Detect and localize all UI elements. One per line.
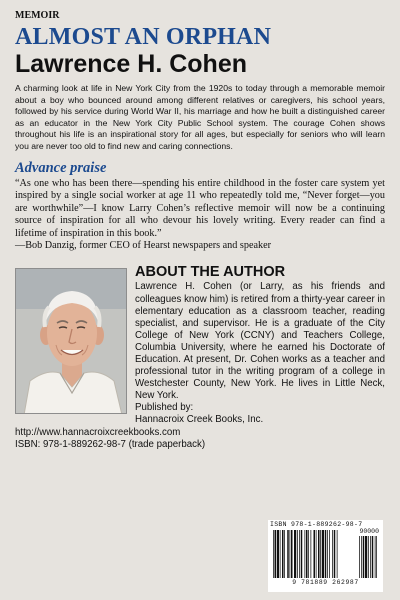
barcode-bar — [297, 530, 298, 578]
price-bar — [376, 536, 377, 578]
publisher-name: Hannacroix Creek Books, Inc. — [135, 414, 264, 426]
barcode-bar — [277, 530, 279, 578]
author-photo — [15, 268, 127, 414]
barcode-bar — [318, 530, 320, 578]
barcode-bar — [337, 530, 338, 578]
barcode-area — [268, 520, 383, 592]
price-bar — [372, 536, 374, 578]
barcode-bar — [284, 530, 285, 578]
barcode-bar — [325, 530, 327, 578]
barcode-bar — [287, 530, 289, 578]
publisher-isbn: ISBN: 978-1-889262-98-7 (trade paperback) — [15, 438, 206, 450]
price-bar — [363, 536, 365, 578]
barcode-isbn — [270, 521, 362, 528]
price-bar — [361, 536, 362, 578]
price-bar — [368, 536, 369, 578]
author-name: Lawrence H. Cohen — [15, 50, 247, 78]
barcode-bar — [320, 530, 321, 578]
barcode-bar — [291, 530, 293, 578]
price-bar — [375, 536, 376, 578]
genre-label: MEMOIR — [15, 10, 60, 21]
barcode-bar — [280, 530, 281, 578]
barcode-bar — [332, 530, 333, 578]
barcode-bar — [334, 530, 336, 578]
barcode-bar — [308, 530, 309, 578]
barcode-bar — [301, 530, 303, 578]
book-title: ALMOST AN ORPHAN — [15, 24, 272, 50]
barcode-icon — [271, 530, 381, 578]
praise-quote: “As one who has been there—spending his entire childhood in the foster care system yet inspired by a single social worker at age 11 who repeatedly told me, “Never forget—you are worthwhile”—I know Larry Cohen’s reflective memoir will now be a continuing source of inspiration for all who devour his lovely writing. Every reader can find a lifetime of inspiration in this book.” — [15, 178, 385, 239]
praise-attribution: —Bob Danzig, former CEO of Hearst newspapers and speaker — [15, 240, 272, 252]
barcode-bar — [306, 530, 308, 578]
barcode-bar — [305, 530, 306, 578]
barcode-bar — [311, 530, 312, 578]
praise-heading: Advance praise — [15, 160, 107, 176]
barcode-bar — [282, 530, 284, 578]
barcode-bar — [273, 530, 274, 578]
barcode-isbn-text: ISBN 978-1-889262-98-7 — [270, 521, 363, 528]
barcode-bar — [275, 530, 277, 578]
price-bar — [365, 536, 367, 578]
barcode-bar — [290, 530, 291, 578]
barcode-digits: 9 781889 262987 — [292, 579, 359, 586]
price-bar — [359, 536, 360, 578]
about-author-heading: ABOUT THE AUTHOR — [135, 264, 286, 281]
price-code: 90000 — [359, 528, 379, 535]
barcode-bar — [322, 530, 324, 578]
barcode-bar — [316, 530, 317, 578]
published-by-label: Published by: — [135, 402, 194, 414]
price-bar — [370, 536, 371, 578]
about-section — [15, 264, 385, 450]
barcode-bar — [327, 530, 328, 578]
barcode-bar — [329, 530, 330, 578]
author-bio: Lawrence H. Cohen (or Larry, as his friends and colleagues know him) is retired from a thirty-year career in elementary education as a classroom teacher, reading specialist, and supervisor. He is a graduate of the City College of New York (CCNY) and Teachers College, Columbia University, where he earned his Doctorate of Education. At present, Dr. Cohen works as a teacher and professional tutor in the writing program of a college in Westchester County, New York. He lives in Little Neck, New York. — [135, 281, 385, 402]
author-portrait-icon — [16, 269, 127, 414]
book-description: A charming look at life in New York City from the 1920s to today through a memorable memoir about a boy who bounced around among different relatives or caregivers, his school years, followed by his service during World War II, his marriage and how he built a distinguished career as an educator in the New York City Public School system. The courage Cohen shows throughout his life is an inspirational story for all ages, but especially for seniors who will learn you are never too old to find new and caring connections. — [15, 83, 385, 151]
barcode-bar — [299, 530, 300, 578]
barcode-bar — [314, 530, 316, 578]
barcode-bar — [294, 530, 296, 578]
publisher-url: http://www.hannacroixcreekbooks.com — [15, 426, 181, 438]
